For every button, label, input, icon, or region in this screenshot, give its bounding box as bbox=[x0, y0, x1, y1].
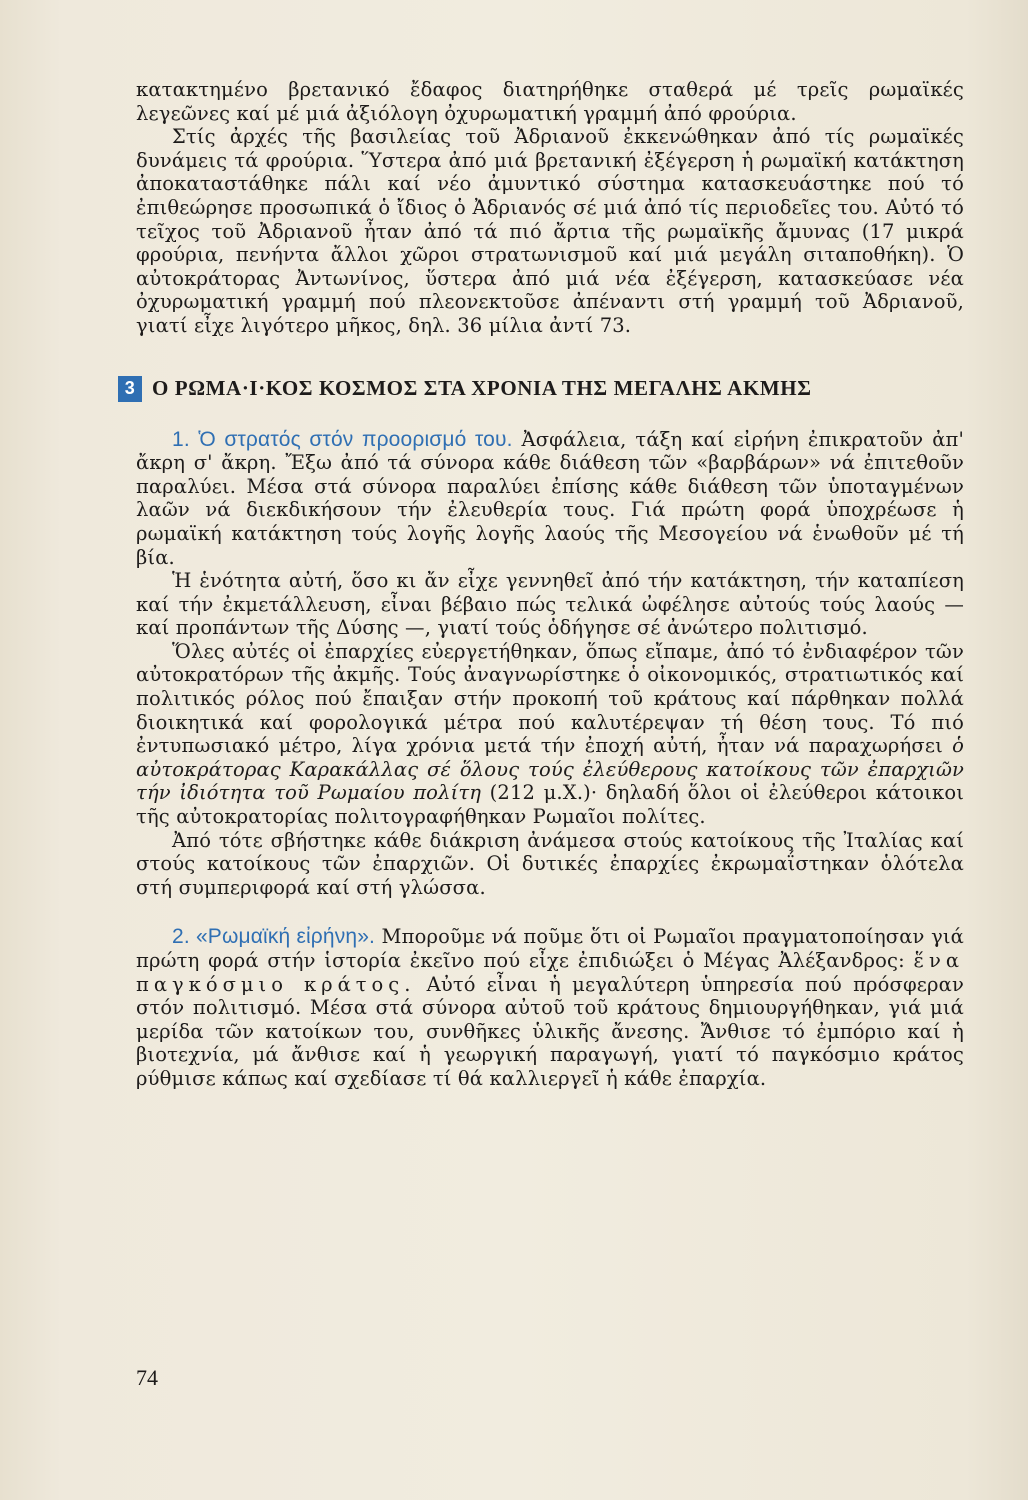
paragraph-text: Ἀσφάλεια, τάξη καί εἰρήνη ἐπικρατοῦν ἀπ' ἄκρη σ' ἄκρη. Ἔξω ἀπό τά σύνορα κάθε διάθεση τῶν «βαρβάρων» νά ἐπιτεθοῦν παραλύει. Μέσα στά σύνορα παραλύει ἐπίσης κάθε διάθεση τῶν ὑποταγμένων λαῶν νά διεκδικήσουν τήν ἐλευθερία τους. Γιά πρώτη φορά ὑποχρέωσε ἡ ρωμαϊκή κατάκτηση τούς λογῆς λογῆς λαούς τῆς Μεσογείου νά ἑνωθοῦν μέ τή βία. bbox=[136, 427, 964, 569]
paragraph-text: Ὅλες αὐτές οἱ ἐπαρχίες εὐεργετήθηκαν, ὅπως εἴπαμε, ἀπό τό ἐνδιαφέρον τῶν αὐτοκρατόρων τῆς ἀκμῆς. Τούς ἀναγνωρίστηκε ὁ οἰκονομικός, στρατιωτικός καί πολιτικός ρόλος πού ἔπαιξαν στήν προκοπή τοῦ κράτους καί πάρθηκαν πολλά διοικητικά καί φορολογικά μέτρα πού καλυτέρεψαν τή θέση τους. Τό πιό ἐντυπωσιακό μέτρο, λίγα χρόνια μετά τήν ἐποχή αὐτή, ἦταν νά παραχωρήσει bbox=[136, 639, 964, 758]
italic-emphasis: ὁ αὐτοκράτορας Καρακάλλας σέ ὅλους τούς ἐλεύθερους κατοίκους τῶν ἐπαρχιῶν τήν ἰδιότητα τοῦ Ρωμαίου πολίτη bbox=[136, 734, 964, 805]
paragraph: κατακτημένο βρετανικό ἔδαφος διατηρήθηκε σταθερά μέ τρεῖς ρωμαϊκές λεγεῶνες καί μέ μιά ἀξιόλογη ὀχυρωματική γραμμή ἀπό φρούρια. bbox=[136, 78, 964, 125]
section-number-badge: 3 bbox=[118, 376, 142, 402]
subsection-1-paragraph bbox=[136, 428, 964, 570]
subsection-1-title: 1. Ὁ στρατός στόν προορισμό του. bbox=[172, 427, 513, 451]
section-title: Ο ΡΩΜΑ·Ι·ΚΟΣ ΚΟΣΜΟΣ ΣΤΑ ΧΡΟΝΙΑ ΤΗΣ ΜΕΓΑΛΗΣ ΑΚΜΗΣ bbox=[152, 375, 812, 400]
paragraph: Ἡ ἑνότητα αὐτή, ὅσο κι ἄν εἶχε γεννηθεῖ ἀπό τήν κατάκτηση, τήν καταπίεση καί τήν ἐκμετάλλευση, εἶναι βέβαιο πώς τελικά ὠφέλησε αὐτούς τούς λαούς — καί προπάντων τῆς Δύσης —, γιατί τούς ὁδήγησε σέ ἀνώτερο πολιτισμό. bbox=[136, 569, 964, 640]
paragraph-text: Αὐτό εἶναι ἡ μεγαλύτερη ὑπηρεσία πού πρόσφεραν στόν πολιτισμό. Μέσα στά σύνορα αὐτοῦ τοῦ κράτους δημιουργήθηκαν, γιά μιά μερίδα τῶν κατοίκων του, συνθῆκες ὑλικῆς ἄνεσης. Ἄνθισε τό ἐμπόριο καί ἡ βιοτεχνία, μά ἄνθισε καί ἡ γεωργική παραγωγή, γιατί τό παγκόσμιο κράτος ρύθμισε κάπως καί σχεδίασε τί θά καλλιεργεῖ ἡ κάθε ἐπαρχία. bbox=[136, 972, 964, 1090]
paragraph-text: Μποροῦμε νά ποῦμε ὅτι οἱ Ρωμαῖοι πραγματοποίησαν γιά πρώτη φορά στήν ἱστορία ἐκεῖνο πού εἶχε ἐπιδιώξει ὁ Μέγας Ἀλέξανδρος: bbox=[136, 925, 964, 972]
paragraph bbox=[136, 640, 964, 829]
subsection-2-title: 2. «Ρωμαϊκή εἰρήνη». bbox=[172, 925, 376, 949]
page-number: 74 bbox=[136, 1365, 158, 1390]
spaced-emphasis: ἕνα παγκόσμιο κράτος. bbox=[136, 949, 964, 996]
paragraph: Ἀπό τότε σβήστηκε κάθε διάκριση ἀνάμεσα στούς κατοίκους τῆς Ἰταλίας καί στούς κατοίκους τῶν ἐπαρχιῶν. Οἱ δυτικές ἐπαρχίες ἐκρωμαΐστηκαν ὁλότελα στή συμπεριφορά καί στή γλώσσα. bbox=[136, 828, 964, 899]
subsection-2-paragraph bbox=[136, 925, 964, 1090]
section-heading bbox=[118, 376, 964, 402]
paragraph: Στίς ἀρχές τῆς βασιλείας τοῦ Ἀδριανοῦ ἐκκενώθηκαν ἀπό τίς ρωμαϊκές δυνάμεις τά φρούρια. Ὕστερα ἀπό μιά βρετανική ἐξέγερση ἡ ρωμαϊκή κατάκτηση ἀποκαταστάθηκε πάλι καί νέο ἀμυντικό σύστημα κατασκευάστηκε πού τό ἐπιθεώρησε προσωπικά ὁ ἴδιος ὁ Ἀδριανός σέ μιά ἀπό τίς περιοδεῖες του. Αὐτό τό τεῖχος τοῦ Ἀδριανοῦ ἦταν ἀπό τά πιό ἄρτια τῆς ρωμαϊκῆς ἄμυνας (17 μικρά φρούρια, πενήντα ἄλλοι χῶροι στρατωνισμοῦ καί μιά μεγάλη σιταποθήκη). Ὁ αὐτοκράτορας Ἀντωνίνος, ὕστερα ἀπό μιά νέα ἐξέγερση, κατασκεύασε νέα ὀχυρωματική γραμμή πού πλεονεκτοῦσε ἀπέναντι στή γραμμή τοῦ Ἀδριανοῦ, γιατί εἶχε λιγότερο μῆκος, δηλ. 36 μίλια ἀντί 73. bbox=[136, 125, 964, 337]
paragraph-text: (212 μ.Χ.)· δηλαδή ὅλοι οἱ ἐλεύθεροι κάτοικοι τῆς αὐτοκρατορίας πολιτογραφήθηκαν Ρωμαῖοι πολίτες. bbox=[136, 781, 965, 829]
page-content bbox=[124, 78, 965, 1091]
